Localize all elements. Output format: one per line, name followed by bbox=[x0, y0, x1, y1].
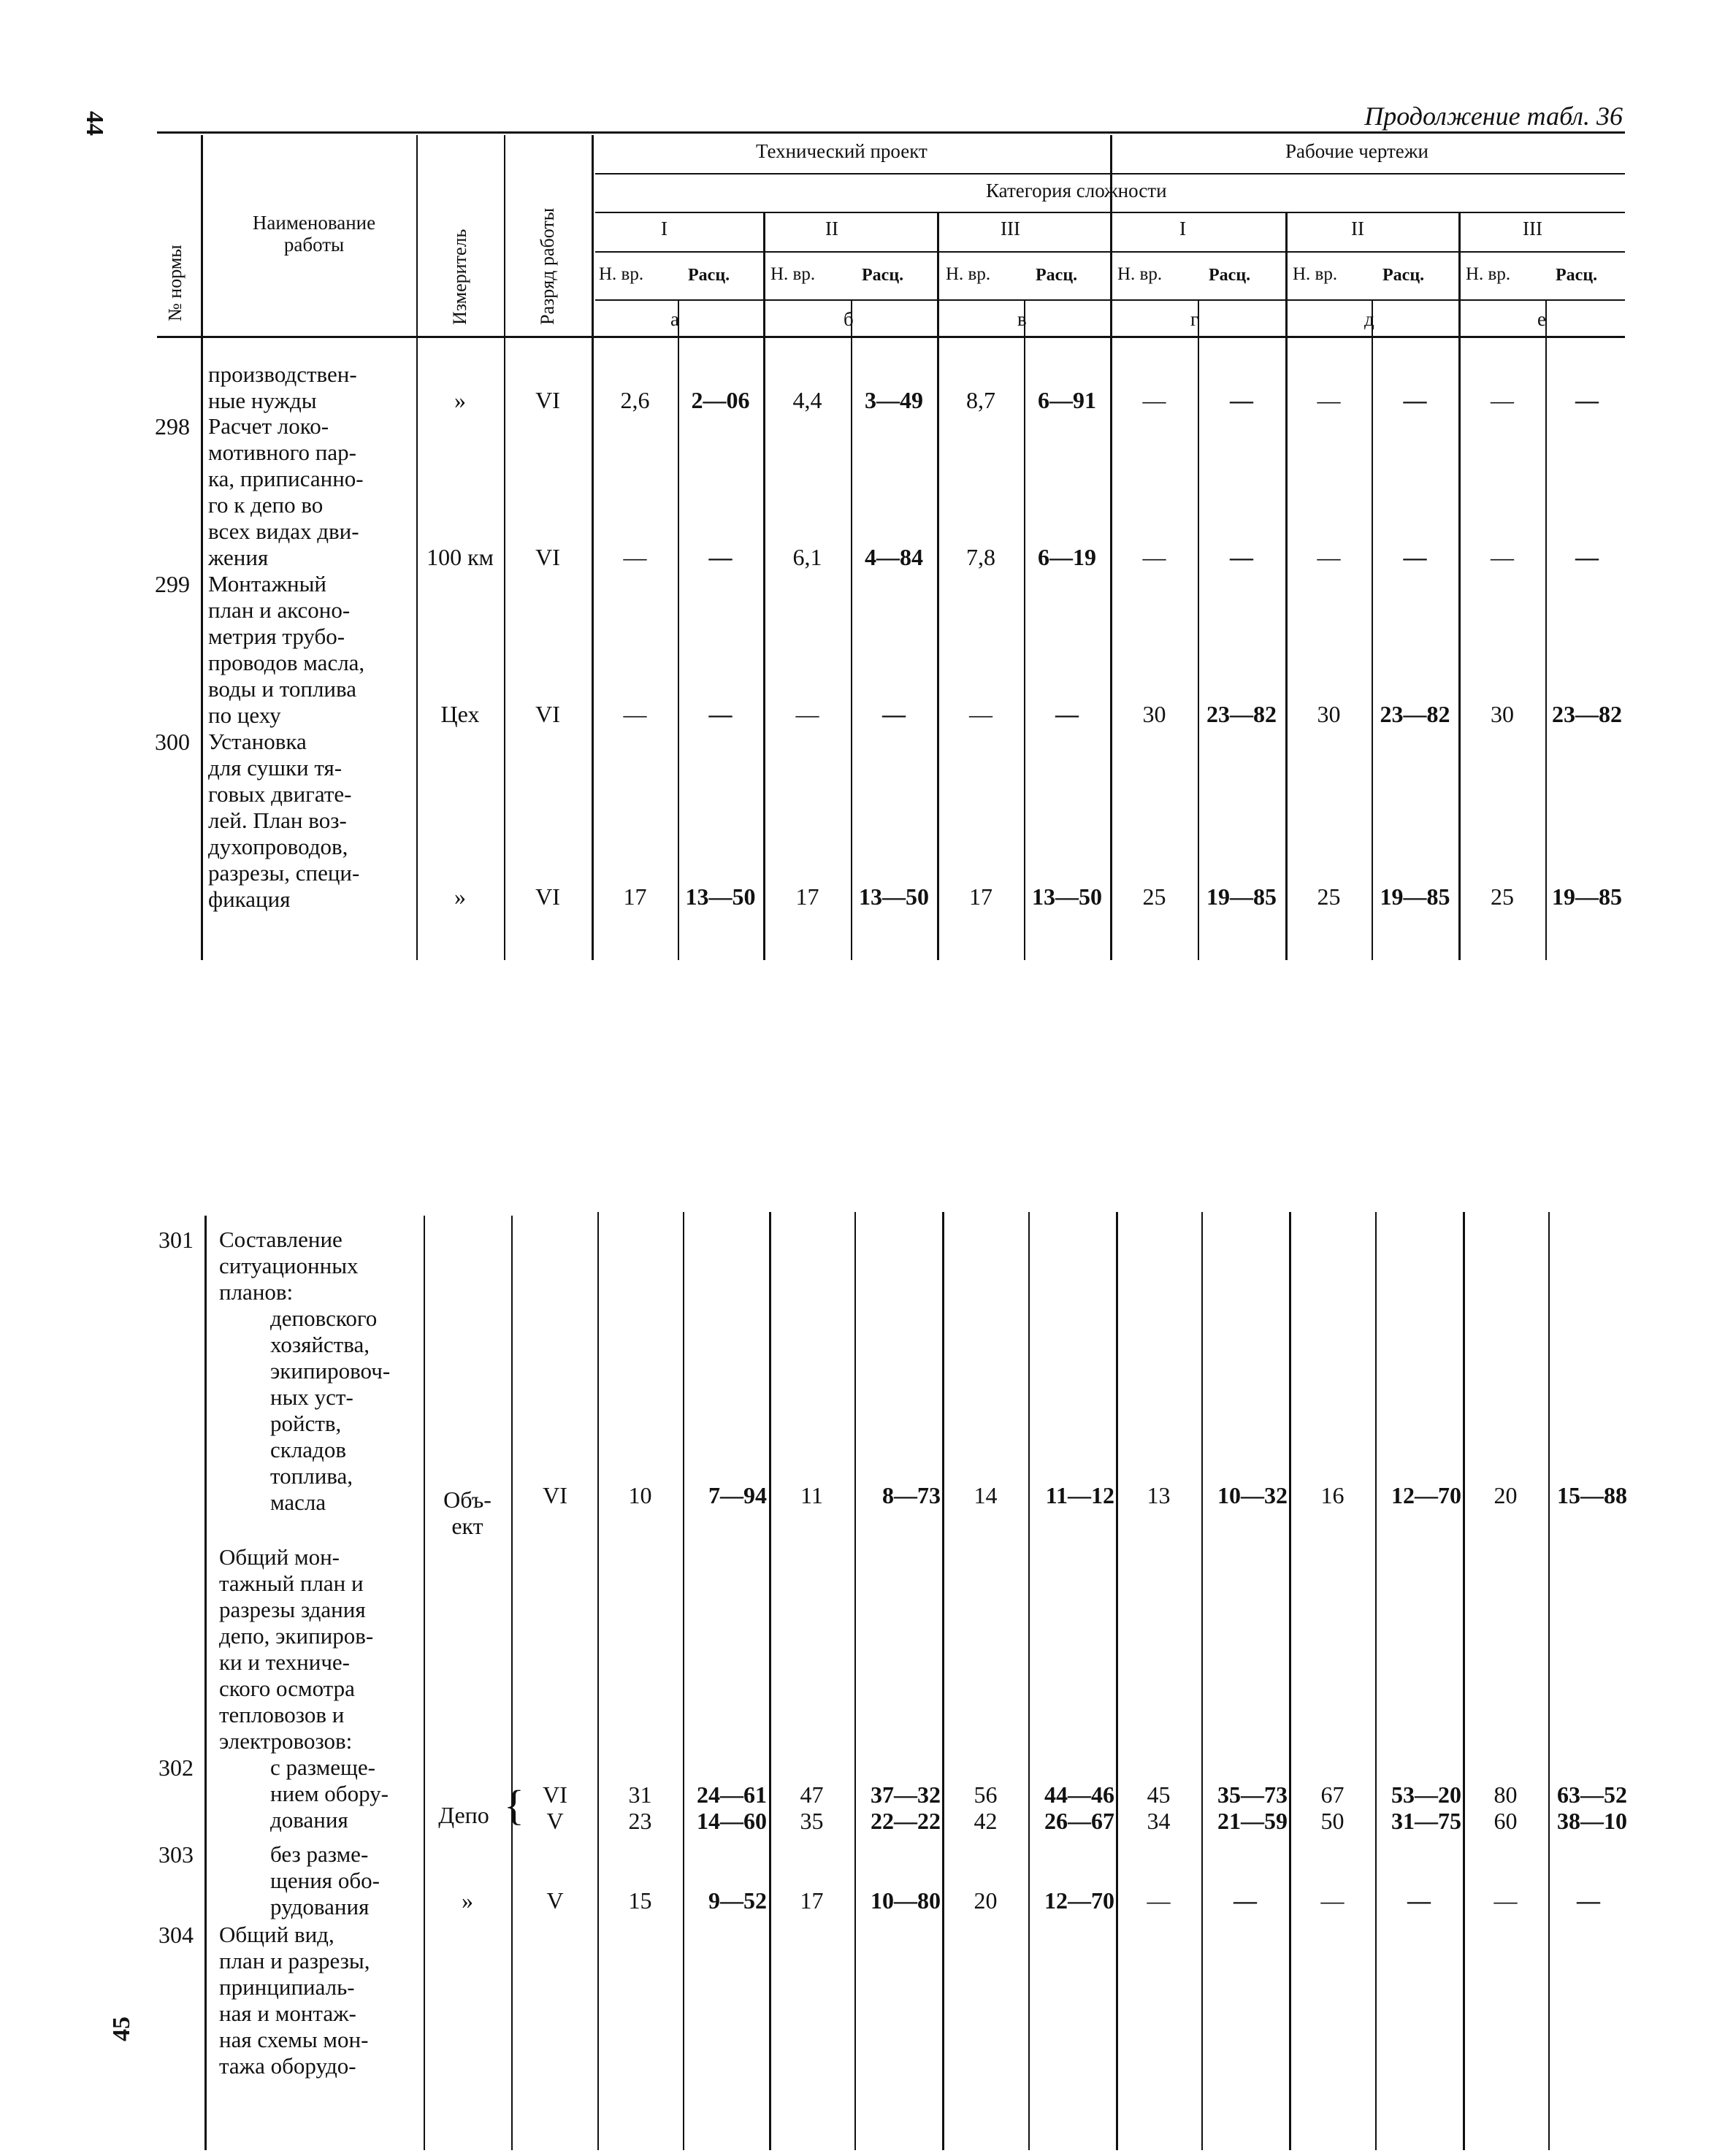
cell-value: 10—32 bbox=[1217, 1482, 1288, 1508]
category-header: Категория сложности bbox=[986, 180, 1167, 202]
subhdr-rasc-2: Расц. bbox=[862, 266, 904, 285]
col-header-name: Наименование работы bbox=[252, 212, 376, 256]
row-grade-2: V bbox=[546, 1808, 564, 1834]
cell-value: — bbox=[1491, 387, 1514, 413]
subhdr-rasc-1: Расц. bbox=[688, 266, 730, 285]
letter-g: г bbox=[1190, 308, 1199, 330]
cell-value: — bbox=[708, 544, 733, 570]
row-unit: » bbox=[454, 387, 466, 413]
cell-value: 35—73 bbox=[1217, 1781, 1288, 1808]
cell-value: 38—10 bbox=[1557, 1808, 1627, 1834]
cell-value: 6,1 bbox=[792, 544, 822, 570]
cell-value: 37—32 bbox=[871, 1781, 941, 1808]
cell-value: — bbox=[1575, 387, 1599, 413]
subhdr-nvr-4: Н. вр. bbox=[1117, 264, 1163, 284]
cell-value: 25 bbox=[1142, 883, 1166, 910]
cell-value: 2—06 bbox=[691, 387, 750, 413]
row-name: Монтажный план и аксоно- метрия трубо- проводов масла, воды и топлива по цеху bbox=[208, 571, 365, 728]
subhdr-rasc-4: Расц. bbox=[1209, 266, 1251, 285]
letter-d: д bbox=[1364, 308, 1374, 330]
cell-value: 17 bbox=[623, 883, 647, 910]
row-name: Установка для сушки тя- говых двигате- лей. План воз- духопроводов, разрезы, специ- фикация bbox=[208, 729, 360, 912]
cell-value: — bbox=[1230, 544, 1253, 570]
cell-value: — bbox=[1575, 544, 1599, 570]
header-rule-bottom bbox=[157, 336, 1625, 338]
cell-value: 44—46 bbox=[1044, 1781, 1114, 1808]
row-name: Общий вид, план и разрезы, принципиаль- ная и монтаж- ная схемы мон- тажа оборудо- bbox=[219, 1922, 370, 2079]
cell-value: 14—60 bbox=[697, 1808, 767, 1834]
cell-value: 53—20 bbox=[1391, 1781, 1461, 1808]
page-number-bottom: 45 bbox=[108, 2017, 135, 2041]
cell-value: — bbox=[1493, 1887, 1518, 1914]
cell-value: — bbox=[708, 701, 733, 727]
cell-value: 15—88 bbox=[1557, 1482, 1627, 1508]
row-name: Общий мон- тажный план и разрезы здания депо, экипиров- ки и техниче- ского осмотра тепловозов и электровозов: bbox=[219, 1544, 374, 1754]
cell-value: 12—70 bbox=[1044, 1887, 1114, 1914]
cell-value: 31—75 bbox=[1391, 1808, 1461, 1834]
cat-tech-1: I bbox=[661, 218, 668, 239]
cell-value: 60 bbox=[1493, 1808, 1518, 1834]
row-unit: » bbox=[454, 883, 466, 910]
subhdr-nvr-2: Н. вр. bbox=[770, 264, 816, 284]
row-grade: VI bbox=[535, 544, 560, 570]
cell-value: 17 bbox=[800, 1887, 824, 1914]
cell-value: 12—70 bbox=[1391, 1482, 1461, 1508]
cell-value: — bbox=[1577, 1887, 1600, 1914]
cell-value: 16 bbox=[1320, 1482, 1345, 1508]
letter-b: б bbox=[844, 308, 854, 330]
cell-value: — bbox=[882, 701, 906, 727]
cell-value: 34 bbox=[1147, 1808, 1171, 1834]
cell-value: — bbox=[969, 701, 992, 727]
cell-value: 35 bbox=[800, 1808, 824, 1834]
subhdr-rasc-3: Расц. bbox=[1036, 266, 1078, 285]
cell-value: — bbox=[1147, 1887, 1171, 1914]
cell-value: 2,6 bbox=[620, 387, 650, 413]
col-header-grade: Разряд работы bbox=[537, 207, 558, 325]
cell-value: 7—94 bbox=[708, 1482, 767, 1508]
col-header-no: № нормы bbox=[164, 245, 185, 321]
cell-value: 20 bbox=[1493, 1482, 1518, 1508]
cell-value: 50 bbox=[1320, 1808, 1345, 1834]
row-number: 301 bbox=[158, 1227, 194, 1253]
row-grade-1: VI bbox=[543, 1781, 567, 1808]
cell-value: 13—50 bbox=[859, 883, 929, 910]
row-subname: без разме- щения обо- рудования bbox=[270, 1841, 380, 1919]
row-subname: с размеще- нием обору- дования bbox=[270, 1754, 389, 1833]
cell-value: 10 bbox=[628, 1482, 652, 1508]
row-number: 299 bbox=[155, 571, 190, 597]
row-name: Расчет локо- мотивного пар- ка, приписанно- го к депо во всех видах дви- жения bbox=[208, 413, 364, 570]
row-number: 302 bbox=[158, 1754, 194, 1781]
row-number: 300 bbox=[155, 729, 190, 755]
row-name: производствен- ные нужды bbox=[208, 361, 357, 413]
cat-tech-2: II bbox=[825, 218, 838, 239]
cell-value: 23—82 bbox=[1552, 701, 1622, 727]
cell-value: 30 bbox=[1142, 701, 1166, 727]
cell-value: 30 bbox=[1317, 701, 1341, 727]
row-unit: Цех bbox=[440, 701, 480, 727]
letter-e: е bbox=[1537, 308, 1546, 330]
row-unit: Объ- ект bbox=[443, 1486, 492, 1539]
group-header-tech: Технический проект bbox=[756, 140, 927, 162]
cell-value: 23—82 bbox=[1380, 701, 1450, 727]
cell-value: 26—67 bbox=[1044, 1808, 1114, 1834]
cell-value: — bbox=[1317, 387, 1341, 413]
row-number: 303 bbox=[158, 1841, 194, 1868]
subhdr-nvr-3: Н. вр. bbox=[946, 264, 991, 284]
cell-value: 13 bbox=[1147, 1482, 1171, 1508]
cat-work-2: II bbox=[1351, 218, 1364, 239]
cell-value: — bbox=[1403, 544, 1427, 570]
cell-value: — bbox=[623, 544, 647, 570]
cat-work-3: III bbox=[1523, 218, 1542, 239]
cell-value: — bbox=[1403, 387, 1427, 413]
row-grade: VI bbox=[535, 883, 560, 910]
cell-value: — bbox=[1230, 387, 1253, 413]
row-number: 304 bbox=[158, 1922, 194, 1948]
cell-value: 17 bbox=[969, 883, 992, 910]
row-unit: 100 км bbox=[427, 544, 494, 570]
cell-value: 30 bbox=[1491, 701, 1514, 727]
cell-value: — bbox=[1055, 701, 1079, 727]
cell-value: 47 bbox=[800, 1781, 824, 1808]
cell-value: 17 bbox=[795, 883, 819, 910]
cell-value: 24—61 bbox=[697, 1781, 767, 1808]
cat-tech-3: III bbox=[1001, 218, 1020, 239]
cell-value: — bbox=[1142, 387, 1166, 413]
row-subname: деповского хозяйства, экипировоч- ных уст- ройств, складов топлива, масла bbox=[270, 1305, 391, 1515]
cell-value: 23—82 bbox=[1206, 701, 1277, 727]
brace-symbol: { bbox=[504, 1781, 524, 1829]
cell-value: — bbox=[623, 701, 647, 727]
cell-value: 56 bbox=[974, 1781, 998, 1808]
cell-value: 63—52 bbox=[1557, 1781, 1627, 1808]
letter-v: в bbox=[1017, 308, 1027, 330]
cell-value: 15 bbox=[628, 1887, 652, 1914]
row-unit: » bbox=[462, 1887, 473, 1914]
cell-value: 19—85 bbox=[1206, 883, 1277, 910]
cat-work-1: I bbox=[1179, 218, 1186, 239]
row-grade: V bbox=[546, 1887, 564, 1914]
cell-value: 4,4 bbox=[792, 387, 822, 413]
cell-value: — bbox=[1142, 544, 1166, 570]
cell-value: — bbox=[1320, 1887, 1345, 1914]
cell-value: 21—59 bbox=[1217, 1808, 1288, 1834]
cell-value: 14 bbox=[974, 1482, 998, 1508]
cell-value: — bbox=[1407, 1887, 1431, 1914]
cell-value: 25 bbox=[1317, 883, 1341, 910]
cell-value: 8,7 bbox=[966, 387, 995, 413]
cell-value: — bbox=[795, 701, 819, 727]
cell-value: — bbox=[1317, 544, 1341, 570]
subhdr-rasc-5: Расц. bbox=[1382, 266, 1425, 285]
cell-value: 19—85 bbox=[1552, 883, 1622, 910]
subhdr-rasc-6: Расц. bbox=[1556, 266, 1598, 285]
cell-value: 3—49 bbox=[865, 387, 923, 413]
cell-value: 42 bbox=[974, 1808, 998, 1834]
cell-value: 20 bbox=[974, 1887, 998, 1914]
row-name: Составление ситуационных планов: bbox=[219, 1227, 359, 1305]
row-grade: VI bbox=[543, 1482, 567, 1508]
cell-value: 13—50 bbox=[1032, 883, 1102, 910]
cell-value: 45 bbox=[1147, 1781, 1171, 1808]
cell-value: 6—19 bbox=[1038, 544, 1096, 570]
cell-value: 10—80 bbox=[871, 1887, 941, 1914]
cell-value: 19—85 bbox=[1380, 883, 1450, 910]
cell-value: 4—84 bbox=[865, 544, 923, 570]
page-number-top: 44 bbox=[81, 111, 108, 136]
row-grade: VI bbox=[535, 387, 560, 413]
row-number: 298 bbox=[155, 413, 190, 440]
cell-value: 8—73 bbox=[882, 1482, 941, 1508]
cell-value: 80 bbox=[1493, 1781, 1518, 1808]
subhdr-nvr-6: Н. вр. bbox=[1466, 264, 1511, 284]
cell-value: 22—22 bbox=[871, 1808, 941, 1834]
cell-value: 25 bbox=[1491, 883, 1514, 910]
cell-value: 23 bbox=[628, 1808, 652, 1834]
cell-value: 9—52 bbox=[708, 1887, 767, 1914]
table-caption: Продолжение табл. 36 bbox=[1364, 101, 1623, 131]
subhdr-nvr-1: Н. вр. bbox=[599, 264, 644, 284]
subhdr-nvr-5: Н. вр. bbox=[1293, 264, 1338, 284]
col-header-unit: Измеритель bbox=[449, 229, 470, 325]
cell-value: 7,8 bbox=[966, 544, 995, 570]
letter-a: а bbox=[670, 308, 679, 330]
header-rule-top bbox=[157, 131, 1625, 134]
cell-value: 11—12 bbox=[1045, 1482, 1114, 1508]
cell-value: — bbox=[1491, 544, 1514, 570]
row-grade: VI bbox=[535, 701, 560, 727]
cell-value: 11 bbox=[800, 1482, 823, 1508]
row-unit: Депо bbox=[438, 1802, 489, 1828]
cell-value: 13—50 bbox=[685, 883, 756, 910]
cell-value: 31 bbox=[628, 1781, 652, 1808]
group-header-work: Рабочие чертежи bbox=[1285, 140, 1428, 162]
cell-value: 67 bbox=[1320, 1781, 1345, 1808]
cell-value: — bbox=[1233, 1887, 1257, 1914]
cell-value: 6—91 bbox=[1038, 387, 1096, 413]
